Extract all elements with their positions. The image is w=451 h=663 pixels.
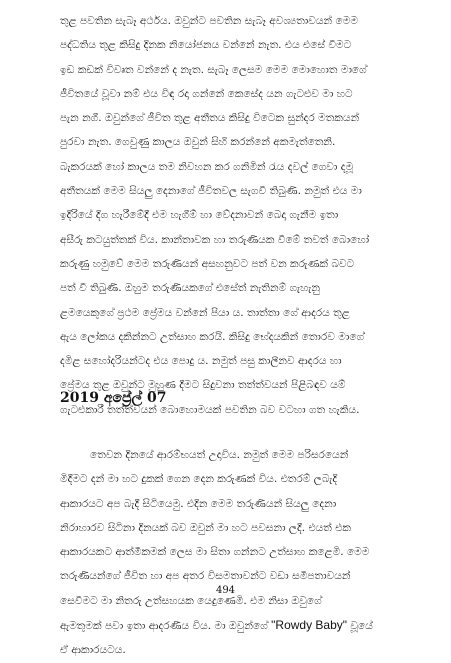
text-line: පද්ධතිය තුළ කිසිදු දිනක නියෝජනය වන්නේ නැත. එය එසේ වීමට	[60, 39, 352, 52]
text-line: ළමයෙකුගේ ප්‍රථම ප්‍රේමය වන්නේ පියා ය. තාත්තා ගේ ආදරය තුළ	[60, 306, 350, 319]
text-line: ගැටළුකාරී තත්ත්වයන් බොහොමයක් පවතින බව වටහා ගත හැකිය.	[60, 403, 360, 416]
song-title-quote: "Rowdy Baby"	[271, 618, 348, 633]
text-line: දමිළ සහෝදරියන්ටද එය පොදු ය. නමුත් පසු කාලීනව ආදරය හා	[60, 355, 342, 368]
text-line-start: ඇමතුමක් පවා ඉතා ආදරණීය විය. මා ඔවුන්ගේ	[60, 620, 268, 633]
text-line: තුළ පවතින සැබෑ අර්ථය. ඔවුන්ට පවතින සැබෑ අවශ්‍යතාවයන් මෙම	[60, 15, 358, 27]
text-line: ඉඩ කඩක් විවෘත වන්නේ ද නැත. සැබෑ ලෙසම මෙම මොහොත මාගේ	[60, 63, 367, 76]
text-line: ප්‍රේමය තුළ ඔවුන්ට මුහුණ දීමට සිදුවනා තත්ත්වයන් පිළිබඳව යම්	[60, 379, 346, 392]
text-line: ආකාරයට අප බැදී සිටියෙමු. එදින මෙම තරුණියන් සියලු දෙනා	[60, 497, 337, 510]
paragraph-continued	[60, 9, 400, 422]
text-line: පුරවා නැත. ගෙවුණු කාලය ඔවුන් සිහි කරන්නේ අකමැත්තෙනි.	[60, 136, 336, 149]
text-line	[60, 613, 400, 638]
text-line: මිදීමට දන් මා හට දුකක් ගෙන දෙන කරුණක් විය. එතරම් ලබැදි	[60, 473, 338, 486]
paragraph-day-three	[60, 443, 400, 663]
text-line: කරුණු හමුවේ මෙම තරුණියන් අසහනුවට පත් වන කරුණක් බවට	[60, 257, 355, 270]
date-heading: 2019 අප්‍රේල් 07	[60, 390, 167, 406]
text-line: පැන නගී. ඔවුන්ගේ ජීවිත තුළ අතීතය කිසිදු විටෙක සුන්දර මතකයන්	[60, 112, 360, 125]
text-line: පත් වී තිබුණි. ඔහුම තරුණියකගේ එසේත් නැතිනම් ගැහැනු	[60, 282, 320, 295]
text-line: අතීතයක් මෙම සියලු දෙනාගේ ජීවිතවල සැගවී තිබුණි. නමුත් එය මා	[60, 185, 362, 198]
text-line: ආකාරයකට ආත්මීකමක් ලෙස මා සිතා ගන්නට උත්සාහ කළෙමි. මෙම	[60, 546, 370, 559]
text-line: ඉදිරියේ දිග හැරීමේදී එම හැගීම් හා වේදනාවන් බෙදා ගැනීම ඉතා	[60, 209, 339, 222]
text-line: සෙවීමට මා නිතරු උත්සහයක යෙදුණෙමි. එම නිසා ඔවුගේ	[60, 594, 322, 607]
text-line: බැකරයක් හෝ කාලය තම නිවහන කර ගනිමින් රැය දවල් ගෙවා දමූ	[60, 160, 354, 173]
text-line: නිරාහාරව සිටිනා දිනයක් බව ඔවුන් මා හට පවසනා ලදී. එයත් එක	[60, 521, 351, 534]
text-line: තෙවන දිනයේ ආරම්භයත් උදාවිය. නමුත් මෙම පරිසරයෙන්	[90, 449, 349, 461]
text-line: ඒ ආකාරයටය.	[60, 644, 126, 657]
page-number: 494	[215, 585, 236, 596]
text-line: තරුණියන්ගේ ජීවිත හා අප අතර විසමතාවන්ට වඩා සමීපතාවයන්	[60, 570, 351, 583]
text-line: අසීරු කටයුත්තක් විය. කාන්තාවක හා තරුණියක වීමේ තවත් බොහෝ	[60, 233, 370, 246]
text-line: ඇය ලෝකය දකින්නට උත්සාහ කරයි. කිසිදු භේදයකින් තොරව මාගේ	[60, 330, 365, 343]
text-line-end: වූයේ	[347, 620, 373, 633]
text-line: ජීවිතයේ වූවා නම් එය විඳ රදා ගන්නේ කෙසේද යන ගැටළුව මා හට	[60, 87, 353, 100]
